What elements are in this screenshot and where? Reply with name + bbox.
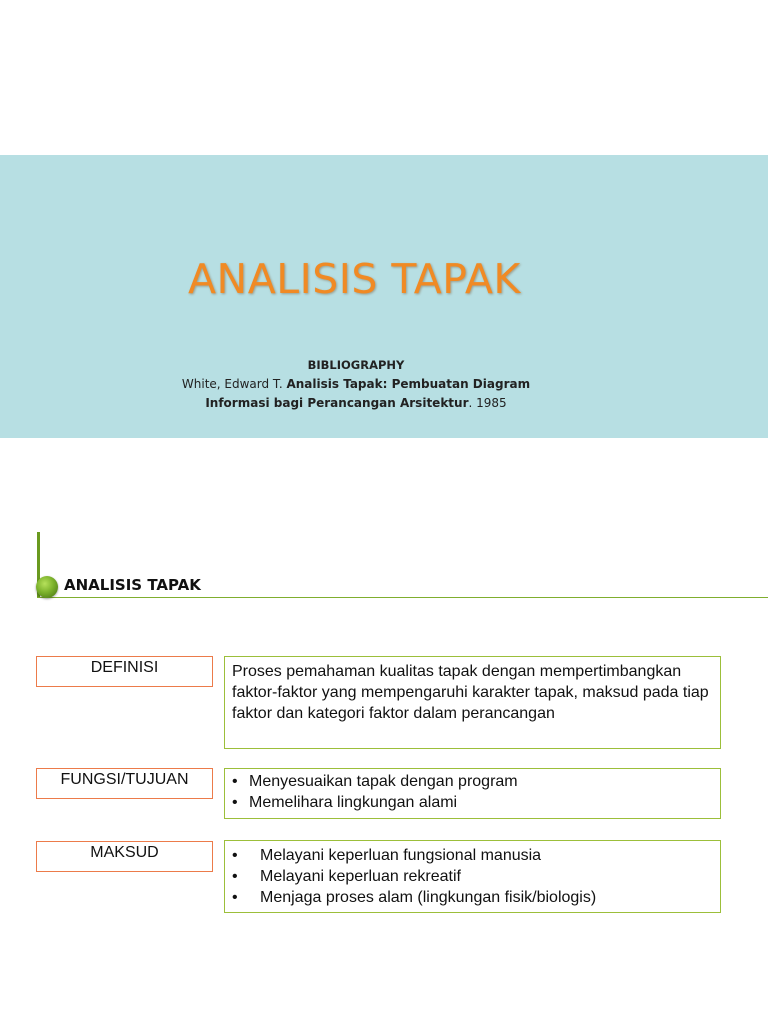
header-underline bbox=[37, 597, 768, 598]
section-title: ANALISIS TAPAK bbox=[64, 576, 201, 594]
list-item: • Melayani keperluan rekreatif bbox=[232, 866, 714, 887]
bibliography-block bbox=[0, 356, 712, 413]
content-maksud bbox=[224, 840, 721, 913]
definisi-text: Proses pemahaman kualitas tapak dengan mempertimbangkan faktor-faktor yang mempengaruhi karakter tapak, maksud pada tiap faktor dan kategori faktor dalam perancangan bbox=[232, 663, 709, 722]
list-item: • Menjaga proses alam (lingkungan fisik/biologis) bbox=[232, 887, 714, 908]
list-item: • Melayani keperluan fungsional manusia bbox=[232, 845, 714, 866]
maksud-list bbox=[225, 841, 720, 912]
label-maksud: MAKSUD bbox=[36, 841, 213, 872]
label-definisi: DEFINISI bbox=[36, 656, 213, 687]
citation-author: White, Edward T. bbox=[181, 377, 287, 391]
list-item: • Menyesuaikan tapak dengan program bbox=[232, 771, 714, 792]
label-fungsi-tujuan: FUNGSI/TUJUAN bbox=[36, 768, 213, 799]
slide-title: ANALISIS TAPAK bbox=[188, 255, 521, 303]
green-orb-icon bbox=[36, 576, 58, 598]
content-fungsi-tujuan bbox=[224, 768, 721, 819]
citation-year: . 1985 bbox=[468, 396, 507, 410]
citation-line-1 bbox=[0, 375, 712, 394]
list-item: • Memelihara lingkungan alami bbox=[232, 792, 714, 813]
citation-title-2: Informasi bagi Perancangan Arsitektur bbox=[205, 396, 469, 410]
citation-line-2 bbox=[0, 394, 712, 413]
bibliography-heading: BIBLIOGRAPHY bbox=[307, 358, 405, 372]
citation-title-1: Analisis Tapak: Pembuatan Diagram bbox=[286, 377, 531, 391]
fungsi-list bbox=[225, 769, 720, 817]
content-definisi bbox=[224, 656, 721, 749]
